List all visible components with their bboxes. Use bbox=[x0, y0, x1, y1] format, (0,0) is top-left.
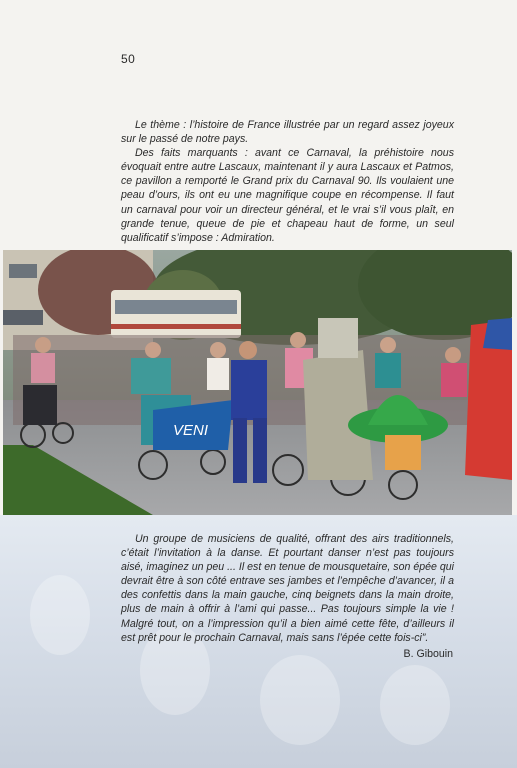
faded-figure bbox=[260, 655, 340, 745]
signature: B. Gibouin bbox=[403, 648, 453, 660]
faded-figure bbox=[30, 575, 90, 655]
photo-banner-text: VENI bbox=[173, 422, 209, 439]
top-article-text bbox=[121, 118, 454, 245]
faded-figure bbox=[380, 665, 450, 745]
top-paragraph-1: Le thème : l’histoire de France illustrée par un regard assez joyeux sur le passé de notre pays. bbox=[121, 119, 454, 146]
bottom-article-text bbox=[121, 532, 454, 645]
top-paragraph-2: Des faits marquants : avant ce Carnaval, la préhistoire nous évoquait entre autre Lascaux, maintenant il y aura Lascaux et Patmos, ce pavillon a remporté le Grand prix du Carnaval 90. Ils voulaient une peau d’ours, ils ont eu une magnifique coupe en récompense. Il faut un carnaval pour voir un directeur général, et le vrai s’il vous plaît, en grande tenue, queue de pie et chapeau haut de forme, un seul qualificatif s’impose : Admiration. bbox=[121, 147, 454, 244]
carnival-photo bbox=[3, 250, 512, 515]
bottom-paragraph-1: Un groupe de musiciens de qualité, offrant des airs traditionnels, c’était l’invitation à la danse. Et pourtant danser n’est pas toujours aisé, imaginez un peu ... Il est en tenue de mousquetaire, son épée qui devrait être à son côté entrave ses jambes et l’empêche d’avancer, il a des confettis dans la main gauche, cinq beignets dans la main droite, plus de main à offrir à l’ami qui passe... Pas toujours simple la vie ! Malgré tout, on a l’impression qu’il a bien aimé cette fête, d’ailleurs il est prêt pour le prochain Carnaval, mais sans l’épée cette fois-ci”. bbox=[121, 533, 454, 644]
page-number: 50 bbox=[121, 52, 136, 66]
